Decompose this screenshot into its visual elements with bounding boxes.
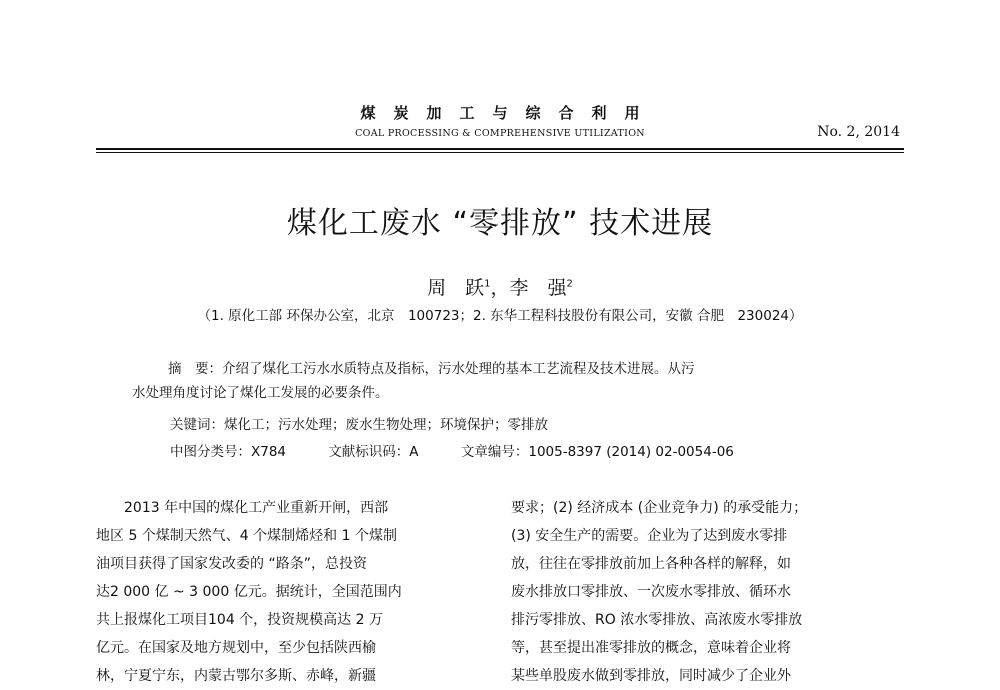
author-line [0,273,1000,300]
clc-number: 中图分类号：X784 [170,444,287,460]
body-line: 放，往往在零排放前加上各种各样的解释，如 [511,556,791,572]
paper-title: 煤化工废水 “零排放” 技术进展 [286,206,714,241]
header-rule-thin [96,152,904,153]
abstract-line: 水处理角度讨论了煤化工发展的必要条件。 [132,385,389,401]
author-1: 周 跃 [427,277,485,299]
body-line: 达2 000 亿 ~ 3 000 亿元。据统计，全国范围内 [96,584,402,600]
header-rule-thick [96,148,904,150]
body-line: 油项目获得了国家发改委的 “路条”，总投资 [96,556,367,572]
document-code: 文献标识码：A [328,444,419,460]
author-1-affil-mark: 1 [484,278,491,290]
author-2: 李 强 [509,277,567,299]
body-line: 2013 年中国的煤化工产业重新开闸，西部 [124,500,389,516]
body-line: 要求；(2) 经济成本 (企业竞争力) 的承受能力； [511,500,808,516]
keywords: 关键词：煤化工；污水处理；废水生物处理；环境保护；零排放 [170,417,548,433]
body-column-left [96,494,488,690]
journal-title-cn: 煤炭加工与综合利用 [360,104,658,122]
body-line: 地区 5 个煤制天然气、4 个煤制烯烃和 1 个煤制 [96,528,397,544]
classification-line [170,440,772,460]
body-line: 共上报煤化工项目104 个，投资规模高达 2 万 [96,612,383,628]
body-line: 某些单股废水做到零排放，同时减少了企业外 [511,668,791,684]
article-number: 文章编号：1005-8397 (2014) 02-0054-06 [460,444,734,460]
body-line: 废水排放口零排放、一次废水零排放、循环水 [511,584,791,600]
abstract-line: 摘 要：介绍了煤化工污水水质特点及指标，污水处理的基本工艺流程及技术进展。从污 [168,361,695,377]
body-line: 排污零排放、RO 浓水零排放、高浓废水零排放 [511,612,803,628]
body-line: (3) 安全生产的需要。企业为了达到废水零排 [511,528,788,544]
author-2-affil-mark: 2 [566,278,573,290]
issue-number: No. 2, 2014 [817,124,900,140]
body-line: 等，甚至提出准零排放的概念，意味着企业将 [511,640,791,656]
body-line: 亿元。在国家及地方规划中，至少包括陕西榆 [96,640,376,656]
abstract [132,357,884,405]
body-column-right [511,494,903,690]
body-line: 林，宁夏宁东，内蒙古鄂尔多斯、赤峰，新疆 [96,668,376,684]
affiliations: （1. 原化工部 环保办公室，北京 100723；2. 东华工程科技股份有限公司，安徽 合肥 230024） [197,308,803,324]
author-separator: ， [490,277,510,299]
journal-title-en: COAL PROCESSING & COMPREHENSIVE UTILIZATION [355,128,645,139]
